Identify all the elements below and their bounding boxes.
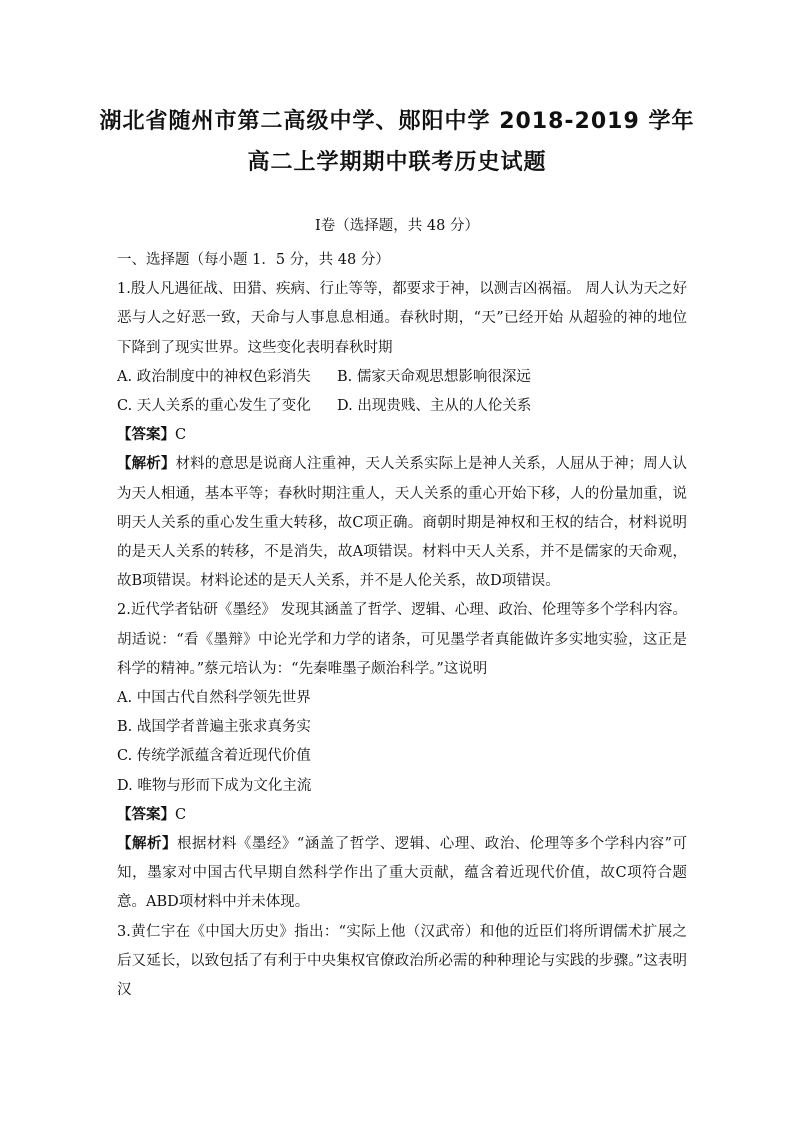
- document-body: [117, 246, 687, 1005]
- q1-option-b: B. 儒家天命观思想影响很深远: [337, 368, 531, 385]
- document-title-line2: 高二上学期期中联考历史试题: [247, 150, 547, 175]
- answer-label: 【答案】: [117, 427, 175, 444]
- analysis-label: 【解析】: [117, 456, 176, 473]
- question-1-stem: 1.殷人凡遇征战、田猎、疾病、行止等等，都要求于神，以测吉凶祸福。 周人认为天之好恶与人之好恶一致，天命与人事息息相通。春秋时期，“天”已经开始 从超验的神的地位下降到了现实世界。这些变化表明春秋时期: [117, 281, 687, 356]
- q2-option-d: D. 唯物与形而下成为文化主流: [117, 777, 312, 794]
- document-title-line1: 湖北省随州市第二高级中学、郧阳中学 2018-2019 学年: [99, 109, 695, 134]
- answer-label: 【答案】: [117, 806, 175, 823]
- question-1-analysis: [117, 450, 687, 596]
- q1-option-d: D. 出现贵贱、主从的人伦关系: [337, 398, 532, 415]
- question-3-stem: 3.黄仁宇在《中国大历史》指出：“实际上他（汉武帝）和他的近臣们将所谓儒术扩展之后又延长，以致包括了有利于中央集权官僚政治所必需的种种理论与实践的步骤。”这表明汉: [117, 923, 687, 999]
- question-2-analysis: [117, 830, 687, 918]
- question-2-answer: [117, 801, 687, 830]
- answer-value: C: [175, 427, 187, 444]
- q1-option-c: C. 天人关系的重心发生了变化: [117, 398, 311, 415]
- q2-option-a: A. 中国古代自然科学领先世界: [117, 690, 311, 707]
- q2-option-c: C. 传统学派蕴含着近现代价值: [117, 748, 311, 765]
- analysis-label: 【解析】: [117, 836, 177, 853]
- q2-option-b: B. 战国学者普遍主张求真务实: [117, 719, 311, 736]
- analysis-text: 根据材料《墨经》“涵盖了哲学、逻辑、心理、政治、伦理等多个学科内容”可知，墨家对中国古代早期自然科学作出了重大贡献，蕴含着近现代价值，故C项符合题意。ABD项材料中并未体现。: [117, 836, 687, 911]
- answer-value: C: [175, 806, 187, 823]
- question-2-stem: 2.近代学者钻研《墨经》 发现其涵盖了哲学、逻辑、心理、政治、伦理等多个学科内容。胡适说：“看《墨辩》中论光学和力学的诸条，可见墨学者真能做许多实地实验，这正是科学的精神。”蔡元培认为：“先秦唯墨子颇治科学。”这说明: [117, 602, 687, 677]
- question-1-answer: [117, 421, 687, 450]
- part-label: 一、选择题（每小题 1．5 分，共 48 分）: [117, 252, 390, 268]
- question-1-options-row-1: [117, 363, 687, 392]
- q1-option-a: A. 政治制度中的神权色彩消失: [117, 368, 311, 385]
- question-1-options-row-2: [117, 392, 687, 421]
- section-header: Ⅰ卷（选择题，共 48 分）: [315, 218, 479, 234]
- analysis-text: 材料的意思是说商人注重神，天人关系实际上是神人关系，人屈从于神；周人认为天人相通，基本平等；春秋时期注重人，天人关系的重心开始下移，人的份量加重，说明天人关系的重心发生重大转移，故C项正确。商朝时期是神权和王权的结合，材料说明的是天人关系的转移，不是消失，故A项错误。材料中天人关系，并不是儒家的天命观，故B项错误。材料论述的是天人关系，并不是人伦关系，故D项错误。: [117, 456, 688, 590]
